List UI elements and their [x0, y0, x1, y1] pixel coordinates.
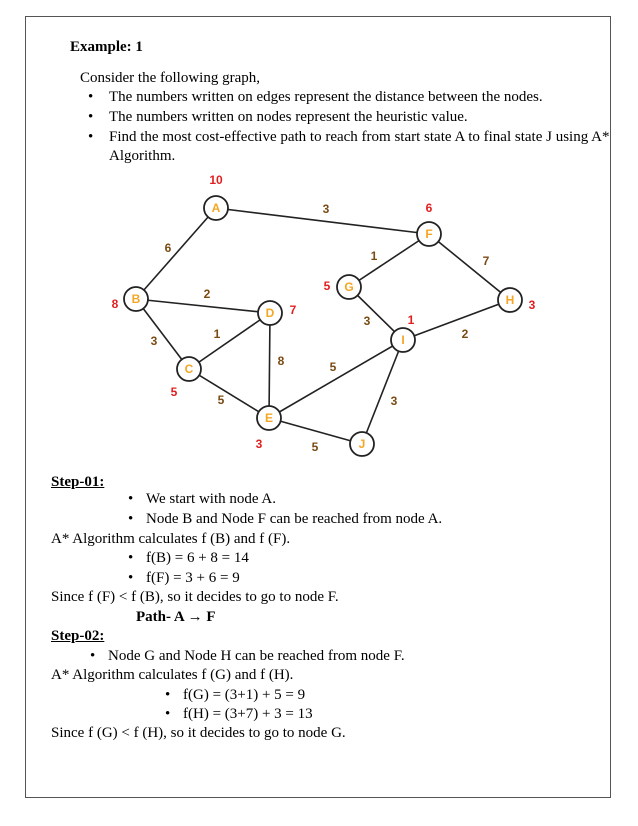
- bullet-dot: •: [88, 109, 94, 125]
- edge-F-G: [349, 234, 429, 287]
- bullet-3: Find the most cost-effective path to reach from start state A to final state J using A*: [109, 129, 610, 145]
- intro-text: Consider the following graph,: [80, 70, 260, 86]
- step2-f-g: f(G) = (3+1) + 5 = 9: [183, 687, 306, 703]
- node-label-J: J: [358, 437, 366, 452]
- node-label-F: F: [425, 227, 433, 242]
- edge-A-B: [136, 208, 216, 302]
- step2-since: Since f (G) < f (H), so it decides to go to node G.: [51, 725, 346, 741]
- bullet-dot: •: [90, 648, 96, 664]
- edge-C-E: [189, 369, 269, 418]
- edge-weight-C-E: 5: [217, 393, 225, 408]
- heuristic-G: 5: [323, 279, 331, 294]
- step2-f-h: f(H) = (3+7) + 3 = 13: [183, 706, 313, 722]
- edge-weight-A-B: 6: [164, 241, 172, 256]
- heuristic-I: 1: [407, 313, 415, 328]
- bullet-dot: •: [128, 511, 134, 527]
- step2-bullet-1: Node G and Node H can be reached from node F.: [108, 648, 405, 664]
- edge-D-E: [269, 313, 270, 418]
- edge-weight-E-J: 5: [311, 440, 319, 455]
- heuristic-H: 3: [528, 298, 536, 313]
- node-label-I: I: [401, 333, 405, 348]
- heuristic-A: 10: [209, 173, 223, 188]
- edge-weight-F-G: 1: [370, 249, 378, 264]
- edge-weight-C-D: 1: [213, 327, 221, 342]
- edge-weight-E-I: 5: [329, 360, 337, 375]
- edge-weight-H-I: 2: [461, 327, 469, 342]
- bullet-dot: •: [88, 89, 94, 105]
- step1-path: Path- A → F: [136, 609, 216, 625]
- bullet-1: The numbers written on edges represent the distance between the nodes.: [109, 89, 543, 105]
- graph-edges: [136, 202, 510, 454]
- edge-weight-D-E: 8: [277, 354, 285, 369]
- edge-I-J: [362, 340, 403, 444]
- node-label-G: G: [344, 280, 354, 295]
- node-label-D: D: [265, 306, 275, 321]
- edge-weight-F-H: 7: [482, 254, 490, 269]
- step1-bullet-2: Node B and Node F can be reached from node A.: [146, 511, 443, 527]
- step2-title: Step-02:: [51, 628, 105, 644]
- step1-calc: A* Algorithm calculates f (B) and f (F).: [51, 531, 291, 547]
- edge-weight-B-D: 2: [203, 287, 211, 302]
- step1-since: Since f (F) < f (B), so it decides to go to node F.: [51, 589, 339, 605]
- edge-weight-A-F: 3: [322, 202, 330, 217]
- heuristic-B: 8: [111, 297, 119, 312]
- edge-H-I: [403, 300, 510, 340]
- node-label-B: B: [131, 292, 141, 307]
- heuristic-C: 5: [170, 385, 178, 400]
- edge-F-H: [429, 234, 510, 300]
- step1-f-f: f(F) = 3 + 6 = 9: [146, 570, 240, 586]
- edge-C-D: [189, 313, 270, 369]
- step1-title: Step-01:: [51, 474, 105, 490]
- edge-weight-G-I: 3: [363, 314, 371, 329]
- step1-bullet-1: We start with node A.: [146, 491, 277, 507]
- bullet-dot: •: [165, 706, 171, 722]
- heuristic-F: 6: [425, 201, 433, 216]
- node-label-A: A: [211, 201, 221, 216]
- bullet-dot: •: [128, 550, 134, 566]
- node-label-E: E: [264, 411, 274, 426]
- bullet-dot: •: [128, 570, 134, 586]
- heuristic-E: 3: [255, 437, 263, 452]
- edge-B-C: [136, 299, 189, 369]
- heuristic-D: 7: [289, 303, 297, 318]
- step1-f-b: f(B) = 6 + 8 = 14: [146, 550, 249, 566]
- node-label-C: C: [184, 362, 194, 377]
- bullet-2: The numbers written on nodes represent the heuristic value.: [109, 109, 468, 125]
- edge-E-I: [269, 340, 403, 418]
- bullet-dot: •: [128, 491, 134, 507]
- bullet-3-continued: Algorithm.: [109, 148, 176, 164]
- example-title: Example: 1: [70, 39, 143, 55]
- node-label-H: H: [505, 293, 515, 308]
- edge-weight-B-C: 3: [150, 334, 158, 349]
- edge-weight-I-J: 3: [390, 394, 398, 409]
- bullet-dot: •: [165, 687, 171, 703]
- bullet-dot: •: [88, 129, 94, 145]
- step2-calc: A* Algorithm calculates f (G) and f (H).: [51, 667, 294, 683]
